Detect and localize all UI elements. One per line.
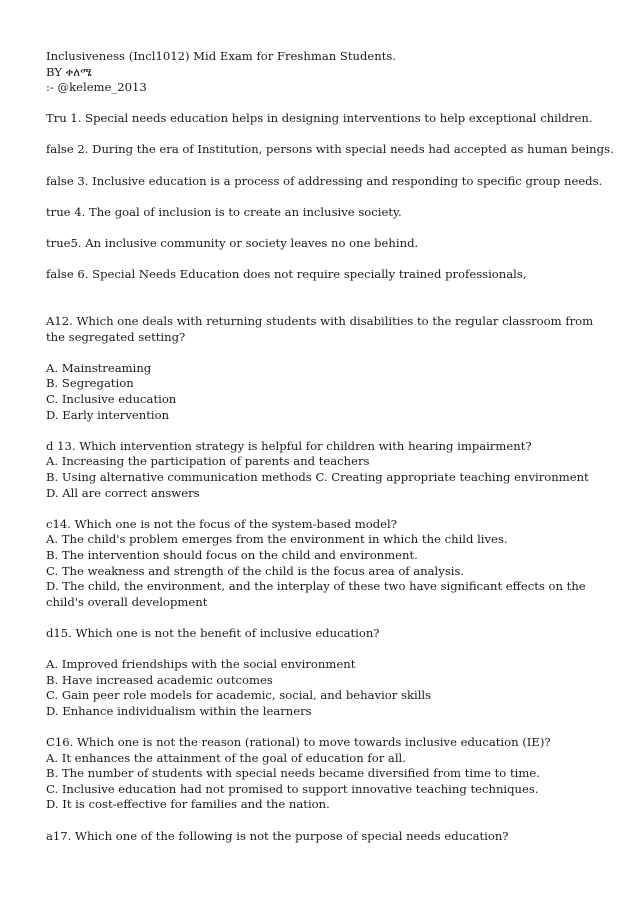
question-12: A12. Which one deals with returning students with disabilities to the regular classroom from the segregated setting? bbox=[46, 314, 594, 344]
q13-option-b: B. Using alternative communication methods C. Creating appropriate teaching environment bbox=[46, 469, 589, 484]
question-17: a17. Which one of the following is not the purpose of special needs education? bbox=[46, 828, 509, 843]
tf-item-2: false 2. During the era of Institution, persons with special needs had accepted as human beings. bbox=[46, 142, 614, 157]
q14-option-a: A. The child's problem emerges from the environment in which the child lives. bbox=[46, 532, 508, 547]
q14-option-b: B. The intervention should focus on the child and environment. bbox=[46, 547, 418, 562]
q12-option-d: D. Early intervention bbox=[46, 407, 170, 422]
q12-option-a: A. Mainstreaming bbox=[46, 360, 152, 375]
author-line: BY ቀለሜ bbox=[46, 64, 92, 79]
q15-option-a: A. Improved friendships with the social environment bbox=[46, 657, 356, 672]
tf-item-4: true 4. The goal of inclusion is to create an inclusive society. bbox=[46, 204, 402, 219]
q13-option-a: A. Increasing the participation of parents and teachers bbox=[46, 454, 370, 469]
author-handle: :- @keleme_2013 bbox=[46, 80, 147, 95]
q14-option-c: C. The weakness and strength of the child is the focus area of analysis. bbox=[46, 563, 465, 578]
q14-option-d: D. The child, the environment, and the interplay of these two have significant effects on the child's overall development bbox=[46, 579, 586, 609]
q13-option-d: D. All are correct answers bbox=[46, 485, 200, 500]
tf-item-1: Tru 1. Special needs education helps in designing interventions to help exceptional children. bbox=[46, 111, 593, 126]
q15-option-b: B. Have increased academic outcomes bbox=[46, 672, 273, 687]
q12-option-b: B. Segregation bbox=[46, 376, 134, 391]
document-title: Inclusiveness (Incl1012) Mid Exam for Freshman Students. bbox=[46, 49, 396, 63]
document-body bbox=[46, 49, 614, 844]
tf-item-3: false 3. Inclusive education is a process of addressing and responding to specific group needs. bbox=[46, 173, 603, 188]
question-13: d 13. Which intervention strategy is helpful for children with hearing impairment? bbox=[46, 438, 532, 453]
q12-option-c: C. Inclusive education bbox=[46, 391, 177, 406]
question-14: c14. Which one is not the focus of the system-based model? bbox=[46, 516, 397, 531]
q15-option-d: D. Enhance individualism within the learners bbox=[46, 703, 312, 718]
tf-item-6: false 6. Special Needs Education does not require specially trained professionals, bbox=[46, 267, 527, 282]
q16-option-b: B. The number of students with special needs became diversified from time to time. bbox=[46, 766, 540, 781]
question-15: d15. Which one is not the benefit of inclusive education? bbox=[46, 625, 380, 640]
q16-option-a: A. It enhances the attainment of the goal of education for all. bbox=[46, 750, 406, 765]
question-16: C16. Which one is not the reason (rational) to move towards inclusive education (IE)? bbox=[46, 735, 551, 750]
tf-item-5: true5. An inclusive community or society leaves no one behind. bbox=[46, 236, 419, 251]
q15-option-c: C. Gain peer role models for academic, social, and behavior skills bbox=[46, 688, 432, 703]
q16-option-c: C. Inclusive education had not promised to support innovative teaching techniques. bbox=[46, 781, 539, 796]
q16-option-d: D. It is cost-effective for families and the nation. bbox=[46, 797, 330, 812]
